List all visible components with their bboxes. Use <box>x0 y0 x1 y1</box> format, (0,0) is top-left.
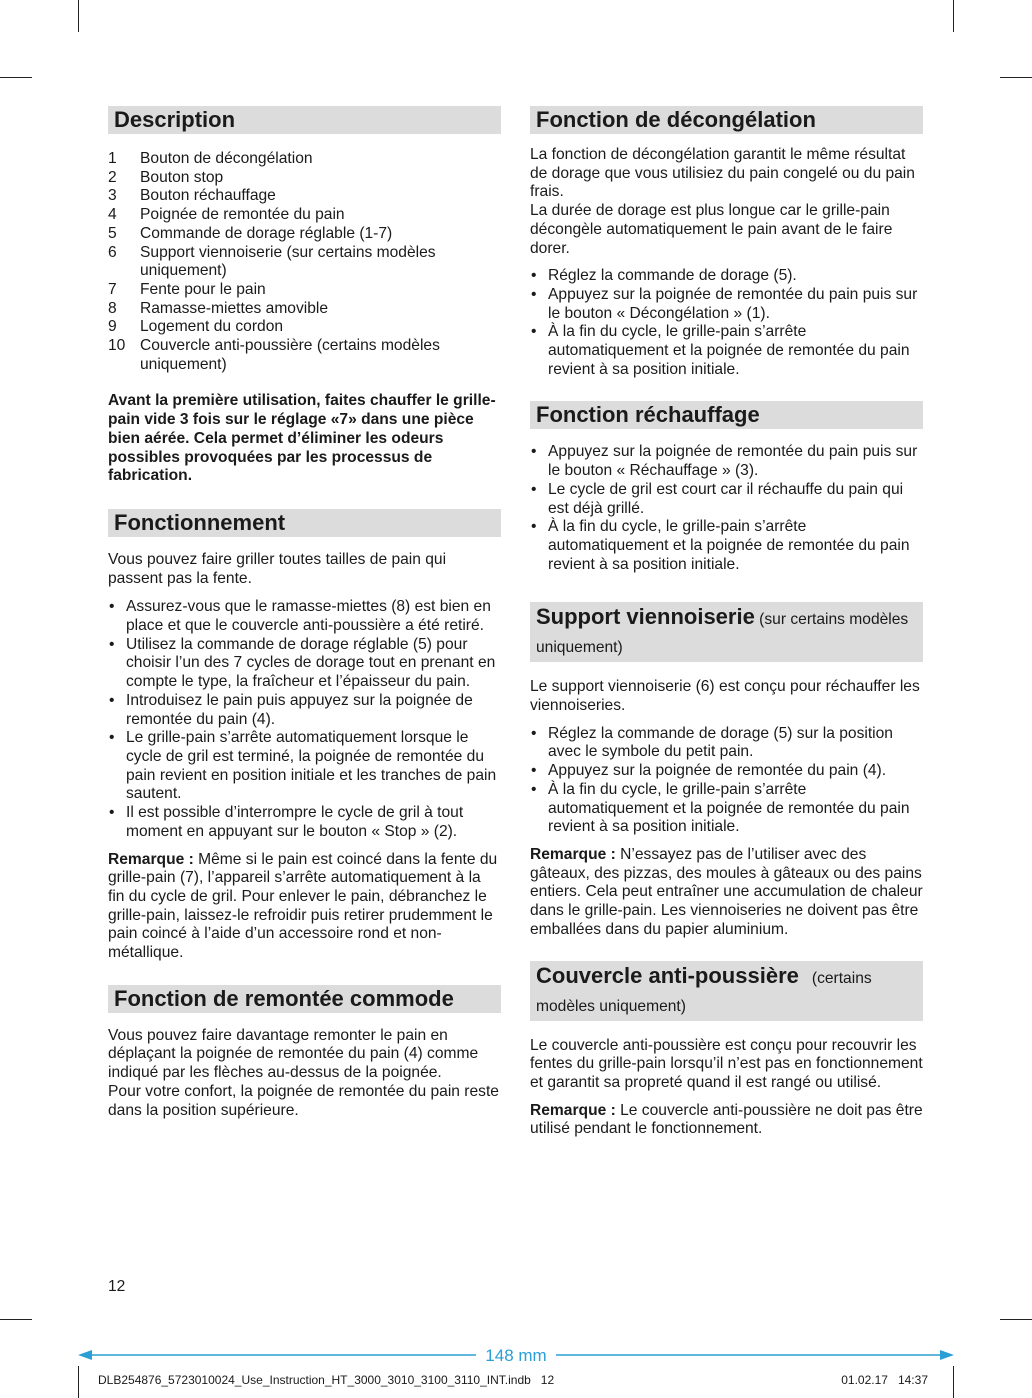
list-item <box>108 187 501 206</box>
crop-mark <box>953 1366 954 1398</box>
list-item: • Réglez la commande de dorage (5). <box>531 267 797 285</box>
heading-subtitle: (sur certains modèles uniquement) <box>536 611 909 657</box>
list-item <box>108 225 501 244</box>
item-text: Poignée de remontée du pain <box>140 206 345 224</box>
crop-mark <box>1000 1319 1032 1320</box>
list-item: • Il est possible d’interrompre le cycle de gril à tout moment en appuyant sur le bouton « Stop » (2). <box>108 804 501 841</box>
bullet-text: Introduisez le pain puis appuyez sur la poignée de remontée du pain (4). <box>126 691 473 728</box>
footer-file: DLB254876_5723010024_Use_Instruction_HT_3000_3010_3100_3110_INT.indb 12 <box>98 1373 555 1387</box>
item-number: 2 <box>108 168 117 186</box>
bullet-text: Il est possible d’interrompre le cycle de gril à tout moment en appuyant sur le bouton « Stop » (2). <box>126 804 464 840</box>
viennoiserie-note <box>530 846 923 940</box>
item-text: Couvercle anti-poussière (certains modèles uniquement) <box>140 337 440 373</box>
section-heading-couvercle <box>530 961 923 1021</box>
item-text: Logement du cordon <box>140 318 284 336</box>
item-number: 1 <box>108 150 117 167</box>
section-heading-viennoiserie <box>530 602 923 662</box>
viennoiserie-intro: Le support viennoiserie (6) est conçu pour réchauffer les viennoiseries. <box>530 678 920 715</box>
left-column <box>108 106 501 1120</box>
section-heading-rechauffage: Fonction réchauffage <box>530 401 923 429</box>
list-item: • À la fin du cycle, le grille-pain s’arrête automatiquement et la poignée de remontée du pain revient à sa position initiale. <box>530 518 923 574</box>
item-number: 6 <box>108 243 117 261</box>
remontee-paragraph-2: Pour votre confort, la poignée de remontée du pain reste dans la position supérieure. <box>108 1082 499 1119</box>
decongelation-bullets <box>530 267 923 379</box>
list-item <box>108 281 501 300</box>
item-number: 7 <box>108 280 117 298</box>
heading-subtitle: (certains modèles uniquement) <box>536 969 877 1015</box>
fonctionnement-intro: Vous pouvez faire griller toutes tailles de pain qui passent pas la fente. <box>108 550 447 587</box>
print-footer <box>98 1373 928 1387</box>
list-item: • Réglez la commande de dorage (5) sur la position avec le symbole du petit pain. <box>530 725 923 762</box>
remontee-paragraph-1: Vous pouvez faire davantage remonter le pain en déplaçant la poignée de remontée du pain (4) comme indiqué par les flèches au-dessus de la poignée. <box>108 1026 479 1082</box>
fonctionnement-note <box>108 851 501 963</box>
first-use-warning: Avant la première utilisation, faites chauffer le grille-pain vide 3 fois sur le réglage «7» dans une pièce bien aérée. Cela permet d’éliminer les odeurs possibles provoquées par les processus de fabrication. <box>108 392 496 485</box>
section-heading-decongelation: Fonction de décongélation <box>530 106 923 134</box>
note-label: Remarque : <box>108 850 194 868</box>
list-item <box>108 244 501 281</box>
item-text: Commande de dorage réglable (1-7) <box>140 224 393 242</box>
parts-list <box>108 150 501 374</box>
bullet-text: À la fin du cycle, le grille-pain s’arrête automatiquement et la poignée de remontée du pain revient à sa position initiale. <box>548 780 910 836</box>
decongelation-paragraph-2: La durée de dorage est plus longue car le grille-pain décongèle automatiquement le pain avant de le faire dorer. <box>530 202 893 257</box>
item-text: Support viennoiserie (sur certains modèles uniquement) <box>140 243 436 280</box>
list-item: • Le grille-pain s’arrête automatiquement lorsque le cycle de gril est terminé, la poignée de remontée du pain revient en position initiale et les tranches de pain sautent. <box>108 729 501 804</box>
item-number: 4 <box>108 206 117 224</box>
dimension-label: 148 mm <box>485 1346 547 1365</box>
list-item <box>108 318 501 337</box>
bullet-text: Réglez la commande de dorage (5). <box>548 267 797 285</box>
note-text: Même si le pain est coincé dans la fente du grille-pain (7), l’appareil s’arrête automatiquement à la fin du cycle de gril. Pour enlever le pain, débranchez le grille-pain, laissez-le refroidir puis retirer prudemment le pain coincé à l’aide d’un accessoire rond et non-métallique. <box>108 850 498 962</box>
list-item <box>108 150 501 169</box>
crop-mark <box>78 1366 79 1398</box>
heading-title: Couvercle anti-poussière <box>536 962 799 988</box>
viennoiserie-bullets <box>530 725 923 837</box>
item-text: Fente pour le pain <box>140 280 266 298</box>
item-number: 3 <box>108 187 117 205</box>
list-item: • À la fin du cycle, le grille-pain s’arrête automatiquement et la poignée de remontée du pain revient à sa position initiale. <box>530 781 923 837</box>
bullet-text: Appuyez sur la poignée de remontée du pain puis sur le bouton « Décongélation » (1). <box>548 285 918 322</box>
fonctionnement-bullets <box>108 598 501 841</box>
bullet-text: Le grille-pain s’arrête automatiquement lorsque le cycle de gril est terminé, la poignée de remontée du pain revient en position initiale et les tranches de pain sautent. <box>126 729 497 803</box>
arrow-right-icon <box>940 1350 954 1360</box>
item-text: Bouton de décongélation <box>140 150 313 167</box>
list-item: • À la fin du cycle, le grille-pain s’arrête automatiquement et la poignée de remontée du pain revient à sa position initiale. <box>530 323 923 379</box>
section-heading-remontee: Fonction de remontée commode <box>108 985 501 1013</box>
rechauffage-bullets <box>530 443 923 574</box>
item-text: Bouton stop <box>140 168 224 186</box>
right-column <box>530 106 923 1139</box>
list-item: • Appuyez sur la poignée de remontée du pain puis sur le bouton « Décongélation » (1). <box>530 286 923 323</box>
item-text: Bouton réchauffage <box>140 187 276 205</box>
list-item: • Le cycle de gril est court car il réchauffe du pain qui est déjà grillé. <box>530 481 923 518</box>
item-number: 8 <box>108 299 117 317</box>
heading-title: Support viennoiserie <box>536 604 755 630</box>
item-text: Ramasse-miettes amovible <box>140 299 329 317</box>
list-item <box>108 300 501 319</box>
bullet-text: À la fin du cycle, le grille-pain s’arrête automatiquement et la poignée de remontée du pain revient à sa position initiale. <box>548 518 910 573</box>
bullet-text: Appuyez sur la poignée de remontée du pain puis sur le bouton « Réchauffage » (3). <box>548 443 918 480</box>
couvercle-note <box>530 1102 923 1139</box>
list-item: • Appuyez sur la poignée de remontée du pain (4). <box>531 762 887 780</box>
list-item <box>108 206 501 225</box>
bullet-text: Le cycle de gril est court car il réchauffe du pain qui est déjà grillé. <box>548 480 904 517</box>
list-item: • Utilisez la commande de dorage réglable (5) pour choisir l’un des 7 cycles de dorage tout en prenant en compte le type, la fraîcheur et l’épaisseur du pain. <box>108 636 501 692</box>
crop-mark <box>953 0 954 32</box>
crop-mark <box>1000 77 1032 78</box>
decongelation-paragraph-1: La fonction de décongélation garantit le même résultat de dorage que vous utilisiez du pain congelé ou du pain frais. <box>530 146 915 201</box>
bullet-text: À la fin du cycle, le grille-pain s’arrête automatiquement et la poignée de remontée du pain revient à sa position initiale. <box>548 323 910 378</box>
crop-mark <box>0 1319 32 1320</box>
item-number: 9 <box>108 318 117 336</box>
arrow-left-icon <box>78 1350 92 1360</box>
section-heading-description: Description <box>108 106 501 134</box>
bullet-text: Utilisez la commande de dorage réglable (5) pour choisir l’un des 7 cycles de dorage tout en prenant en compte le type, la fraîcheur et l’épaisseur du pain. <box>126 635 496 691</box>
note-text: N’essayez pas de l’utiliser avec des gâteaux, des pizzas, des moules à gâteaux ou des pains entiers. Cela peut entraîner une accumulation de chaleur dans le grille-pain. Les viennoiseries ne doivent pas être emballées dans du papier aluminium. <box>530 845 923 938</box>
crop-mark <box>0 77 32 78</box>
dimension-line <box>78 1345 954 1365</box>
list-item <box>108 169 501 188</box>
note-label: Remarque : <box>530 1101 616 1119</box>
list-item: • Assurez-vous que le ramasse-miettes (8) est bien en place et que le couvercle anti-poussière a été retiré. <box>108 598 501 635</box>
note-text: Le couvercle anti-poussière ne doit pas être utilisé pendant le fonctionnement. <box>530 1101 923 1138</box>
list-item: • Appuyez sur la poignée de remontée du pain puis sur le bouton « Réchauffage » (3). <box>530 443 923 480</box>
crop-mark <box>78 0 79 32</box>
bullet-text: Réglez la commande de dorage (5) sur la position avec le symbole du petit pain. <box>548 724 893 761</box>
item-number: 10 <box>108 337 126 355</box>
item-number: 5 <box>108 224 117 242</box>
section-heading-fonctionnement: Fonctionnement <box>108 509 501 537</box>
page-number: 12 <box>108 1278 126 1295</box>
list-item: • Introduisez le pain puis appuyez sur la poignée de remontée du pain (4). <box>108 692 501 729</box>
note-label: Remarque : <box>530 845 616 863</box>
list-item <box>108 337 501 374</box>
footer-date: 01.02.17 14:37 <box>841 1373 928 1387</box>
couvercle-intro: Le couvercle anti-poussière est conçu pour recouvrir les fentes du grille-pain lorsqu’il n’est pas en fonctionnement et garantit sa propreté quand il est rangé ou utilisé. <box>530 1036 923 1091</box>
bullet-text: Assurez-vous que le ramasse-miettes (8) est bien en place et que le couvercle anti-poussière a été retiré. <box>126 598 491 635</box>
bullet-text: Appuyez sur la poignée de remontée du pain (4). <box>548 762 887 780</box>
